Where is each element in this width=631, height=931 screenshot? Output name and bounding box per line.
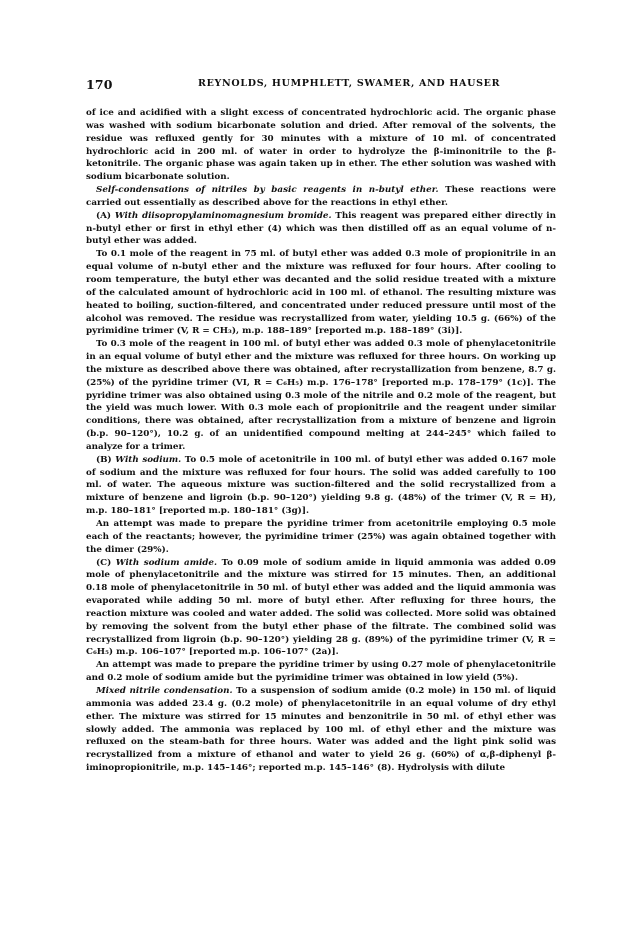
page-header	[86, 77, 556, 93]
paragraph-acetonitrile-attempt: An attempt was made to prepare the pyridine trimer from acetonitrile employing 0.5 mole each of the reactants; however, the pyrimidine trimer (25%) was again obtained together with the dimer (29%).	[86, 519, 556, 555]
paragraph-phenylacetonitrile: To 0.3 mole of the reagent in 100 ml. of butyl ether was added 0.3 mole of phenylacetonitrile in an equal volume of butyl ether and the mixture was refluxed for three hours. On working up the mixture as described above there was obtained, after recrystallization from benzene, 8.7 g. (25%) of the pyridine trimer (VI, R = C₆H₅) m.p. 176–178° [reported m.p. 178–179° (1c)]. The pyridine trimer was also obtained using 0.3 mole of the nitrile and 0.2 mole of the reagent, but the yield was much lower. With 0.3 mole each of propionitrile and the reagent under similar conditions, there was obtained, after recrystallization from a mixture of benzene and ligroin (b.p. 90–120°), 10.2 g. of an unidentified compound melting at 244–245° which failed to analyze for a trimer.	[86, 339, 556, 452]
section-heading-sodium: With sodium.	[115, 454, 182, 465]
paragraph-pyridine-attempt: An attempt was made to prepare the pyridine trimer by using 0.27 mole of phenylacetonitrile and 0.2 mole of sodium amide but the pyrimidine trimer was obtained in low yield (5%).	[86, 660, 556, 684]
body-text	[86, 107, 556, 775]
section-heading-mixed-nitrile: Mixed nitrile condensation.	[96, 685, 233, 696]
paragraph-text: To 0.09 mole of sodium amide in liquid ammonia was added 0.09 mole of phenylacetonitrile and the mixture was stirred for 15 minutes. Then, an additional 0.18 mole of phenylacetonitrile in 50 ml. of butyl ether was added and the liquid ammonia was evaporated while adding 50 ml. more of butyl ether. After refluxing for three hours, the reaction mixture was cooled and water added. The solid was collected. More solid was obtained by removing the solvent from the butyl ether phase of the filtrate. The combined solid was recrystallized from ligroin (b.p. 90–120°) yielding 28 g. (89%) of the pyrimidine trimer (V, R = C₆H₅) m.p. 106–107° [reported m.p. 106–107° (2a)].	[86, 557, 556, 658]
section-heading-diisopropylamino: With diisopropylaminomagnesium bromide.	[114, 210, 332, 221]
paragraph-text: To a suspension of sodium amide (0.2 mole) in 150 ml. of liquid ammonia was added 23.4 g. (0.2 mole) of phenylacetonitrile in an equal volume of dry ethyl ether. The mixture was stirred for 15 minutes and benzonitrile in 50 ml. of ethyl ether was slowly added. The ammonia was replaced by 100 ml. of ethyl ether and the mixture was refluxed on the steam-bath for three hours. Water was added and the light pink solid was recrystallized from a mixture of ethanol and water to yield 26 g. (60%) of α,β-diphenyl β-iminopropionitrile, m.p. 145–146°; reported m.p. 145–146° (8). Hydrolysis with dilute	[86, 685, 556, 774]
section-label-b: (B)	[96, 454, 116, 465]
page-number: 170	[86, 77, 113, 92]
paragraph-continuation: of ice and acidified with a slight excess of concentrated hydrochloric acid. The organic phase was washed with sodium bicarbonate solution and dried. After removal of the solvents, the residue was refluxed gently for 30 minutes with a mixture of 10 ml. of concentrated hydrochloric acid in 200 ml. of water in order to hydrolyze the β-iminonitrile to the β-ketonitrile. The organic phase was again taken up in ether. The ether solution was washed with sodium bicarbonate solution.	[86, 108, 556, 183]
section-label-a: (A)	[96, 210, 115, 221]
paragraph-section-a	[86, 210, 556, 249]
paragraph-text: This reagent was prepared either directly in n-butyl ether or first in ethyl ether (4) which was then distilled off as an equal volume of n-butyl ether was added.	[86, 210, 556, 247]
section-heading-sodium-amide: With sodium amide.	[115, 557, 218, 568]
paragraph-section-c	[86, 557, 556, 660]
section-heading-self-condensations: Self-condensations of nitriles by basic reagents in n-butyl ether.	[96, 185, 439, 196]
paragraph-text: These reactions were carried out essentially as described above for the reactions in ethyl ether.	[86, 185, 556, 208]
paragraph-mixed-nitrile	[86, 685, 556, 775]
paragraph-text: To 0.5 mole of acetonitrile in 100 ml. of butyl ether was added 0.167 mole of sodium and the mixture was refluxed for four hours. The solid was added carefully to 100 ml. of water. The aqueous mixture was suction-filtered and the solid recrystallized from a mixture of benzene and ligroin (b.p. 90–120°) yielding 9.8 g. (48%) of the trimer (V, R = H), m.p. 180–181° [reported m.p. 180–181° (3g)].	[86, 454, 556, 517]
paragraph-section-b	[86, 454, 556, 518]
running-head: REYNOLDS, HUMPHLETT, SWAMER, AND HAUSER	[198, 78, 501, 89]
paragraph-propionitrile: To 0.1 mole of the reagent in 75 ml. of butyl ether was added 0.3 mole of propionitrile in an equal volume of n-butyl ether and the mixture was refluxed for four hours. After cooling to room temperature, the butyl ether was decanted and the solid residue treated with a mixture of the calculated amount of hydrochloric acid in 100 ml. of ethanol. The resulting mixture was heated to boiling, suction-filtered, and concentrated under reduced pressure until most of the alcohol was removed. The residue was recrystallized from water, yielding 10.5 g. (66%) of the pyrimidine trimer (V, R = CH₃), m.p. 188–189° [reported m.p. 188–189° (3i)].	[86, 249, 556, 337]
paragraph-butyl-ether-intro	[86, 184, 556, 210]
section-label-c: (C)	[96, 557, 116, 568]
